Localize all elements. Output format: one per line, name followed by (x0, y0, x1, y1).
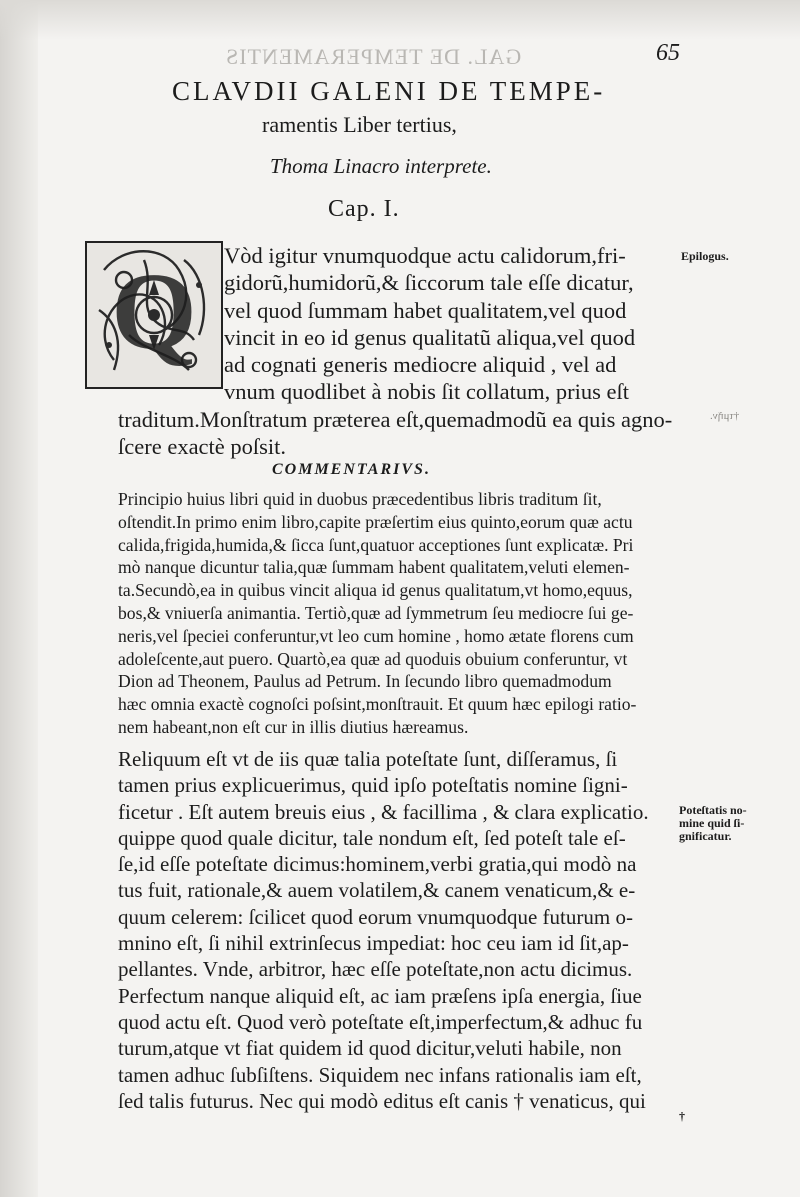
text-line: tamen adhuc ſubſiſtens. Siquidem nec infans rationalis iam eſt, (118, 1062, 642, 1087)
text-line: ad cognati generis mediocre aliquid , vel ad (224, 352, 617, 378)
text-line: vnum quodlibet à nobis ſit collatum, prius eſt (224, 379, 629, 405)
text-line: ſe,id eſſe poteſtate dicimus:hominem,verbi gratia,qui modò na (118, 852, 637, 877)
margin-note-potestatis (679, 804, 747, 843)
text-line: calida,frigida,humida,& ſicca ſunt,quatuor acceptiones ſunt explicatæ. Pri (118, 534, 634, 555)
interpreter-line: Thoma Linacro interprete. (270, 154, 492, 178)
text-line: Principio huius libri quid in duobus præcedentibus libris traditum ſit, (118, 489, 602, 509)
text-line: mò nanque dicuntur talia,quæ ſummam habent qualitatem,veluti elemen- (118, 557, 630, 578)
commentary-heading: COMMENTARIVS. (272, 461, 431, 478)
text-line: quum celerem: ſcilicet quod eorum vnumquodque futurum o- (118, 904, 633, 929)
page-number: 65 (656, 40, 680, 66)
text-line: ſcere exactè poſsit. (118, 434, 287, 460)
svg-text:Q: Q (111, 250, 197, 372)
commentary-block (118, 488, 636, 739)
chapter-heading: Cap. I. (328, 196, 400, 222)
text-line: vel quod ſummam habet qualitatem,vel quod (224, 297, 627, 323)
note-line: mine quid ſi- (679, 816, 745, 830)
text-line: Dion ad Theonem, Paulus ad Petrum. In ſecundo libro quemadmodum (118, 671, 612, 692)
page-title: CLAVDII GALENI DE TEMPE- (172, 76, 606, 106)
text-line: traditum.Monſtratum præterea eſt,quemadmodũ ea quis agno- (118, 407, 673, 432)
margin-note-epilogus: Epilogus. (681, 249, 729, 263)
margin-note-dagger: † (679, 1109, 685, 1123)
text-line: tamen prius explicuerimus, quid ipſo poteſtatis nomine ſigni- (118, 773, 628, 798)
main-paragraph (118, 746, 649, 1114)
page-subtitle: ramentis Liber tertius, (262, 112, 457, 137)
text-line: adoleſcente,aut puero. Quartò,ea quæ ad quoduis obuium conferuntur, vt (118, 648, 628, 669)
text-line: bos,& vniuerſa animantia. Tertiò,quæ ad ſymmetrum ſeu mediocre ſui ge- (118, 602, 634, 623)
opening-paragraph-continued (118, 406, 672, 461)
text-line: Vòd igitur vnumquodque actu calidorum,fri- (224, 243, 626, 268)
text-line: mnino eſt, ſi nihil extrinſecus impediat: hoc ceu iam id ſit,ap- (118, 931, 629, 956)
note-line: gnificatur. (679, 829, 732, 843)
text-line: tus fuit, rationale,& auem volatilem,& canem venaticum,& e- (118, 878, 636, 903)
text-line: quod actu eſt. Quod verò poteſtate eſt,imperfectum,& adhuc fu (118, 1009, 643, 1034)
page-gutter-shadow (0, 0, 38, 1197)
text-line: ſed talis futurus. Nec qui modò editus eſt canis † venaticus, qui (118, 1088, 646, 1113)
bleed-through-text: GAL. DE TEMPERAMENTIS (225, 44, 522, 69)
text-line: turum,atque vt fiat quidem id quod dicitur,veluti habile, non (118, 1036, 622, 1061)
opening-paragraph (224, 242, 635, 406)
note-line: Poteſtatis no- (679, 803, 747, 817)
text-line: ficetur . Eſt autem breuis eius , & facillima , & clara explicatio. (118, 799, 649, 824)
text-line: Perfectum nanque aliquid eſt, ac iam præſens ipſa energia, ſiue (118, 983, 642, 1008)
text-line: Reliquum eſt vt de iis quæ talia poteſtate ſunt, diſſeramus, ſi (118, 747, 618, 771)
text-line: ta.Secundò,ea in quibus vincit aliqua id genus qualitatum,vt homo,equus, (118, 580, 633, 601)
bleed-marginal-left: †τμῆν. (710, 410, 740, 422)
text-line: vincit in eo id genus qualitatũ aliqua,vel quod (224, 324, 636, 350)
text-line: hæc omnia exactè cognoſci poſsint,monſtrauit. Et quum hæc epilogi ratio- (118, 694, 637, 715)
ornamental-drop-cap (84, 240, 224, 390)
page-top-shadow (0, 0, 800, 40)
text-line: pellantes. Vnde, arbitror, hæc eſſe poteſtate,non actu dicimus. (118, 957, 633, 982)
text-line: neris,vel ſpeciei conferuntur,vt leo cum homine , homo ætate florens cum (118, 625, 634, 646)
text-line: nem habeant,non eſt cur in illis diutius hæreamus. (118, 716, 469, 737)
text-line: gidorũ,humidorũ,& ſiccorum tale eſſe dicatur, (224, 270, 634, 296)
text-line: quippe quod quale dicitur, tale nondum eſt, ſed poteſt tale eſ- (118, 825, 626, 850)
text-line: oſtendit.In primo enim libro,capite præſertim eius quinto,eorum quæ actu (118, 511, 633, 532)
